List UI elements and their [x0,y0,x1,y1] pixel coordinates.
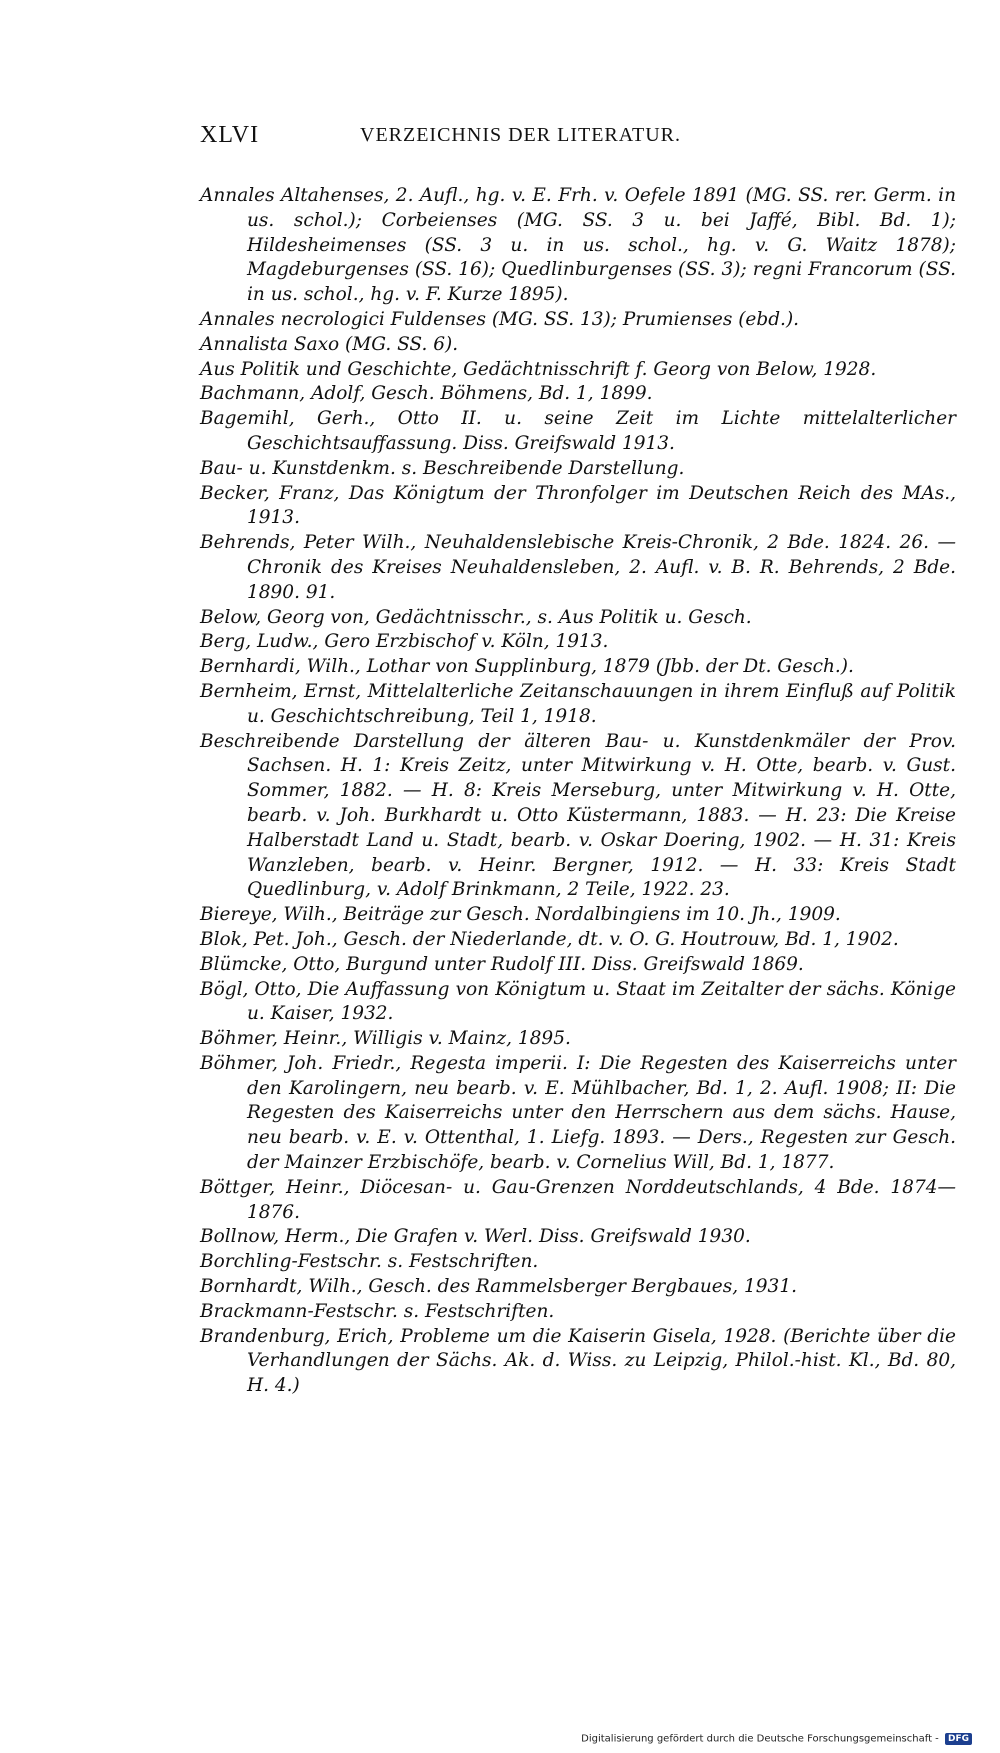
bibliography-entry: Borchling-Festschr. s. Festschriften. [200,1251,539,1273]
bibliography-entry: Bau- u. Kunstdenkm. s. Beschreibende Darstellung. [200,457,685,479]
bibliography-entry: Biereye, Wilh., Beiträge zur Gesch. Nordalbingiens im 10. Jh., 1909. [200,904,841,926]
bibliography-entry: Bernhardi, Wilh., Lothar von Supplinburg, 1879 (Jbb. der Dt. Gesch.). [200,656,854,678]
bibliography-entry: Böhmer, Heinr., Willigis v. Mainz, 1895. [200,1028,571,1050]
page-header [200,122,960,156]
bibliography-list [200,184,956,1399]
bibliography-entry: Becker, Franz, Das Königtum der Thronfolger im Deutschen Reich des MAs., 1913. [200,482,956,529]
page-number: XLVI [200,122,260,148]
bibliography-entry: Berg, Ludw., Gero Erzbischof v. Köln, 1913. [200,631,609,653]
bibliography-entry: Bernheim, Ernst, Mittelalterliche Zeitanschauungen in ihrem Einfluß auf Politik u. Geschichtschreibung, Teil 1, 1918. [200,680,956,727]
bibliography-entry: Annales necrologici Fuldenses (MG. SS. 13); Prumienses (ebd.). [200,308,800,330]
bibliography-entry: Böhmer, Joh. Friedr., Regesta imperii. I: Die Regesten des Kaiserreichs unter den Karolingern, neu bearb. v. E. Mühlbacher, Bd. 1, 2. Aufl. 1908; II: Die Regesten des Kaiserreichs unter den Herrschern aus dem sächs. Hause, neu bearb. v. E. v. Ottenthal, 1. Liefg. 1893. — Ders., Regesten zur Gesch. der Mainzer Erzbischöfe, bearb. v. Cornelius Will, Bd. 1, 1877. [200,1052,956,1174]
bibliography-entry: Below, Georg von, Gedächtnisschr., s. Aus Politik u. Gesch. [200,606,752,628]
bibliography-entry: Brackmann-Festschr. s. Festschriften. [200,1300,555,1322]
bibliography-entry: Bachmann, Adolf, Gesch. Böhmens, Bd. 1, 1899. [200,383,653,405]
bibliography-entry: Aus Politik und Geschichte, Gedächtnisschrift f. Georg von Below, 1928. [200,358,877,380]
bibliography-entry: Behrends, Peter Wilh., Neuhaldenslebische Kreis-Chronik, 2 Bde. 1824. 26. — Chronik des Kreises Neuhaldensleben, 2. Aufl. v. B. R. Behrends, 2 Bde. 1890. 91. [200,532,956,603]
bibliography-entry: Blok, Pet. Joh., Gesch. der Niederlande, dt. v. O. G. Houtrouw, Bd. 1, 1902. [200,928,899,950]
digitization-credit [581,1733,972,1745]
bibliography-entry: Beschreibende Darstellung der älteren Bau- u. Kunstdenkmäler der Prov. Sachsen. H. 1: Kreis Zeitz, unter Mitwirkung v. H. Otte, bearb. v. Gust. Sommer, 1882. — H. 8: Kreis Merseburg, unter Mitwirkung v. H. Otte, bearb. v. Joh. Burkhardt u. Otto Küstermann, 1883. — H. 23: Die Kreise Halberstadt Land u. Stadt, bearb. v. Oskar Doering, 1902. — H. 31: Kreis Wanzleben, bearb. v. Heinr. Bergner, 1912. — H. 33: Kreis Stadt Quedlinburg, v. Adolf Brinkmann, 2 Teile, 1922. 23. [200,730,956,901]
bibliography-entry: Bornhardt, Wilh., Gesch. des Rammelsberger Bergbaues, 1931. [200,1276,797,1298]
bibliography-entry: Brandenburg, Erich, Probleme um die Kaiserin Gisela, 1928. (Berichte über die Verhandlungen der Sächs. Ak. d. Wiss. zu Leipzig, Philol.-hist. Kl., Bd. 80, H. 4.) [200,1325,956,1397]
bibliography-entry: Bollnow, Herm., Die Grafen v. Werl. Diss. Greifswald 1930. [200,1226,751,1248]
dfg-logo: DFG [945,1733,972,1745]
credit-text: Digitalisierung gefördert durch die Deutsche Forschungsgemeinschaft - [581,1733,939,1745]
bibliography-entry: Böttger, Heinr., Diöcesan- u. Gau-Grenzen Norddeutschlands, 4 Bde. 1874—1876. [200,1176,956,1223]
bibliography-entry: Bögl, Otto, Die Auffassung von Königtum u. Staat im Zeitalter der sächs. Könige u. Kaiser, 1932. [200,978,956,1025]
bibliography-entry: Bagemihl, Gerh., Otto II. u. seine Zeit im Lichte mittelalterlicher Geschichtsauffassung. Diss. Greifswald 1913. [200,408,956,454]
bibliography-entry: Annalista Saxo (MG. SS. 6). [200,333,459,355]
bibliography-entry: Annales Altahenses, 2. Aufl., hg. v. E. Frh. v. Oefele 1891 (MG. SS. rer. Germ. in us. schol.); Corbeienses (MG. SS. 3 u. bei Jaffé, Bibl. Bd. 1); Hildesheimenses (SS. 3 u. in us. schol., hg. v. G. Waitz 1878); Magdeburgenses (SS. 16); Quedlinburgenses (SS. 3); regni Francorum (SS. in us. schol., hg. v. F. Kurze 1895). [200,185,956,306]
bibliography-entry: Blümcke, Otto, Burgund unter Rudolf III. Diss. Greifswald 1869. [200,953,804,975]
running-title: VERZEICHNIS DER LITERATUR. [360,124,681,146]
